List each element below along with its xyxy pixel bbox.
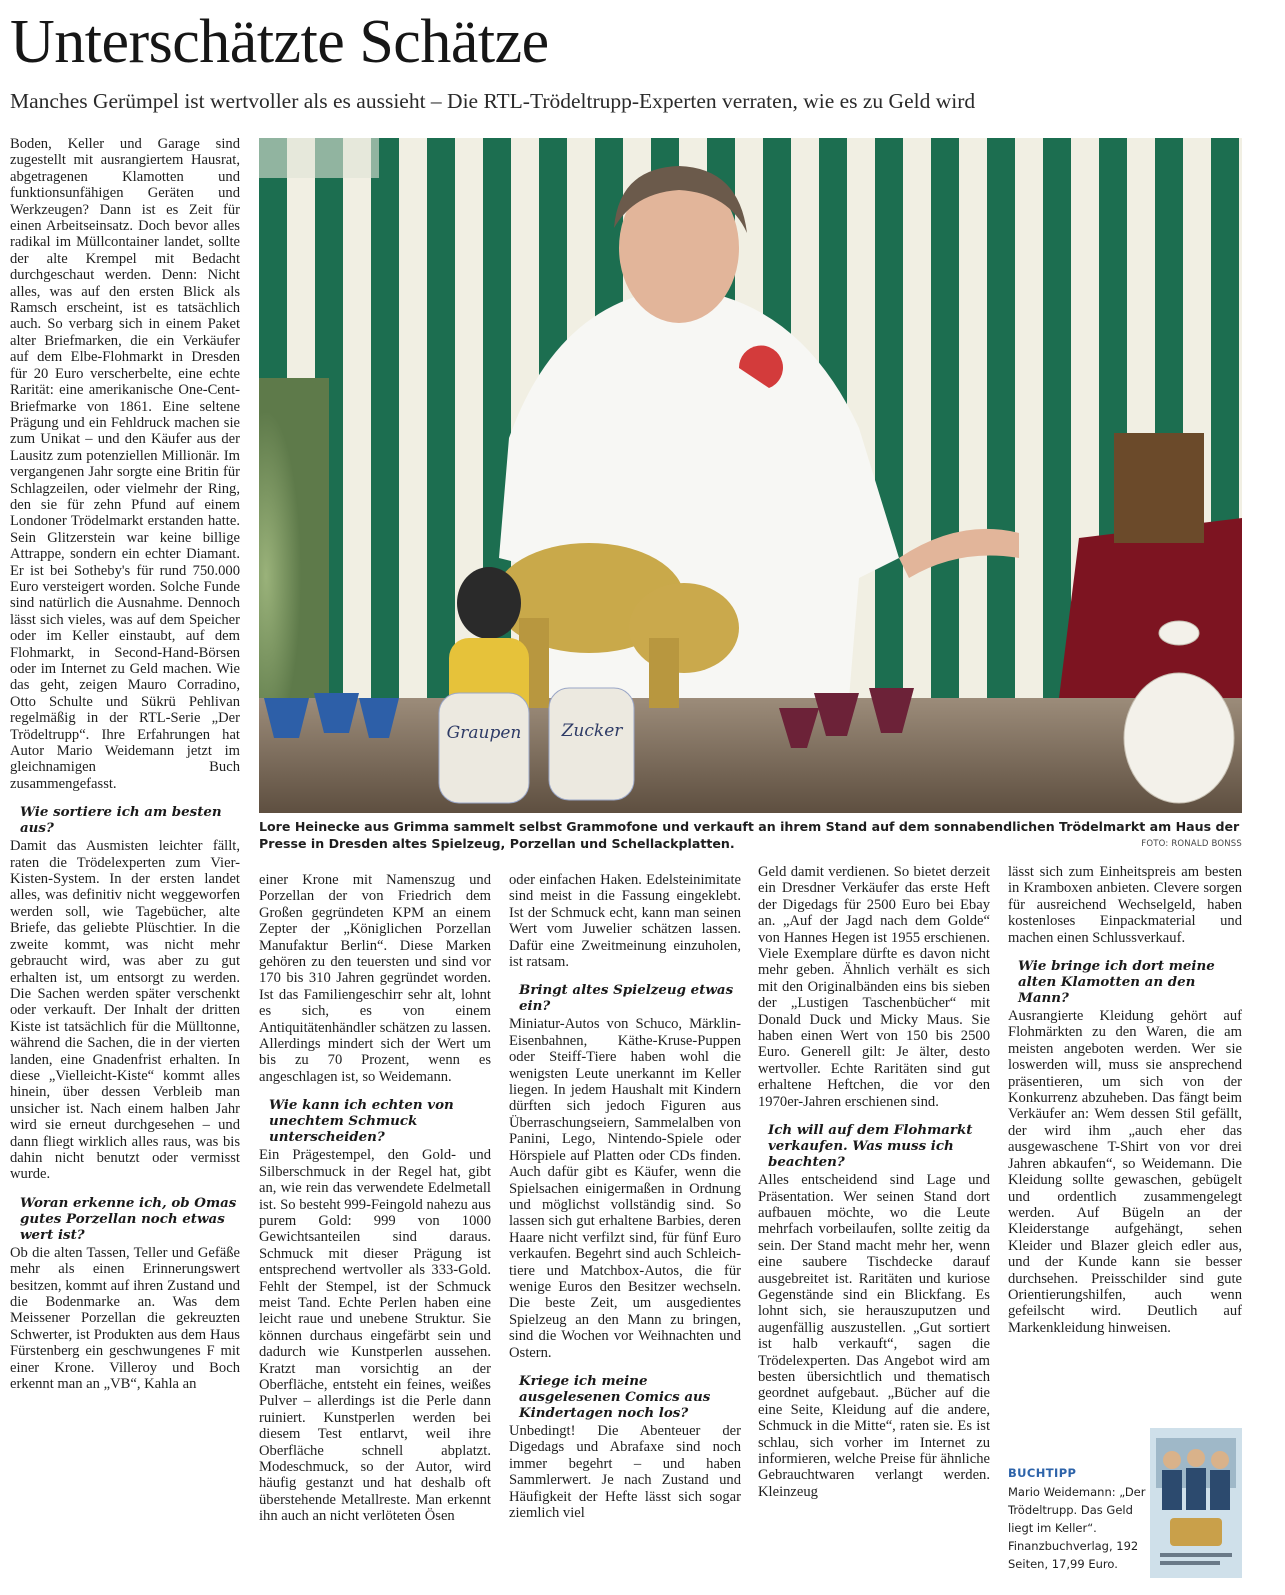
question-heading: Wie sortiere ich am besten aus? <box>20 804 222 837</box>
article-column-2 <box>259 872 491 1588</box>
tree-background <box>259 378 329 708</box>
subheadline: Manches Gerümpel ist wertvoller als es aussieht – Die RTL-Trödeltrupp-Experten verraten, wie es zu Geld wird <box>10 89 976 113</box>
book-tip-text: Mario Weidemann: „Der Trödeltrupp. Das Geld liegt im Keller“. Finanzbuchverlag, 192 Seiten, 17,99 Euro. <box>1008 1485 1146 1571</box>
answer-paragraph: einer Krone mit Namenszug und Porzellan der von Friedrich dem Großen gegründeten KPM an einem Zepter der „Königlichen Porzellan Manufaktur Berlin“. Diese Marken gehören zu den teuersten und sind vor 170 bis 310 Jahren gegründet worden. Ist das Familiengeschirr sehr alt, lohnt es sich, es von einem Antiquitätenhändler schätzen zu lassen. Allerdings mindert sich der Wert um bis zu 70 Prozent, wenn es angeschlagen ist, so Weidemann. <box>259 872 491 1085</box>
answer-paragraph: Geld damit verdienen. So bietet derzeit ein Dresdner Verkäufer das erste Heft der Digedags für 2500 Euro bei Ebay an. „Auf der Jagd nach dem Golde“ von Hannes Hegen ist 1955 erschienen. Viele Exemplare dürfte es davon nicht mehr geben. Ähnlich verhält es sich mit den Originalbänden eins bis sieben der „Lustigen Taschenbücher“ mit Donald Duck und Micky Maus. Sie haben einen Wert von 150 bis 2500 Euro. Generell gilt: Je älter, desto wertvoller. Echte Raritäten sind gut erhaltene Heftchen, die vor den 1970er-Jahren erschienen sind. <box>758 864 990 1110</box>
photo-caption: Lore Heinecke aus Grimma sammelt selbst Grammofone und verkauft an ihrem Stand auf dem sonnabendlichen Trödelmarkt am Haus der Presse in Dresden altes Spielzeug, Porzellan und Schellackplatten. <box>259 819 1240 851</box>
red-tablecloth <box>1059 518 1242 698</box>
blue-glasses <box>264 693 399 738</box>
book-tip-label: BUCHTIPP <box>1008 1466 1077 1480</box>
photo-credit: FOTO: RONALD BONSS <box>1141 839 1242 849</box>
article-column-5 <box>1008 864 1242 1396</box>
answer-paragraph: Ein Prägestempel, den Gold- und Silberschmuck in der Regel hat, gibt an, wie rein das verwendete Edelmetall ist. So besteht 999-Feingold nahezu aus purem Gold: 999 von 1000 Gewichtsanteilen sind daraus. Schmuck mit dieser Prägung ist entsprechend wertvoller als 333-Gold. Fehlt der Stempel, ist der Schmuck meist Tand. Echte Perlen haben eine leicht raue und unebene Struktur. Sie können durchaus eingefärbt sein und dadurch wie Kunstperlen aussehen. Kratzt man vorsichtig an der Oberfläche, entsteht ein feines, weißes Pulver – allerdings ist die Perle dann ruiniert. Kunstperlen werden bei diesem Test entlarvt, weil ihre Oberfläche schnell abplatzt. Modeschmuck, so der Autor, wird häufig gestanzt und hat deshalb oft überstehende Metallreste. Man erkennt ihn auch an nicht verlöteten Ösen <box>259 1147 491 1525</box>
intro-paragraph: Boden, Keller und Garage sind zugestellt mit ausrangiertem Hausrat, abgetragenen Klamotten und funktionsunfähigen Geräten und Werkzeugen? Dann ist es Zeit für einen Arbeitseinsatz. Doch bevor alles radikal im Müllcontainer landet, sollte der alte Krempel mit Bedacht durchgeschaut werden. Denn: Nicht alles, was auf den ersten Blick als Ramsch erscheint, ist es tatsächlich auch. So verbarg sich in einem Paket alter Briefmarken, die ein Verkäufer auf dem Elbe-Flohmarkt in Dresden für 20 Euro verscherbelte, eine echte Rarität: eine amerikanische One-Cent-Briefmarke von 1861. Eine seltene Prägung und ein Fehldruck machen sie zum Unikat – und den Käufer aus der Lausitz zum potenziellen Millionär. Im vergangenen Jahr sorgte eine Britin für Schlagzeilen, oder vielmehr der Ring, den sie für zehn Pfund auf einem Londoner Trödelmarkt erstanden hatte. Sein Glitzerstein war keine billige Attrappe, sondern ein echter Diamant. Er ist bei Sotheby's für rund 750.000 Euro versteigert worden. Solche Funde sind natürlich die Ausnahme. Dennoch lässt sich vieles, was auf dem Speicher oder im Keller einstaubt, auf dem Flohmarkt, in Second-Hand-Börsen oder im Internet zu Geld machen. Wie das geht, zeigen Mauro Corradino, Otto Schulte und Sükrü Pehlivan regelmäßig in der RTL-Serie „Der Trödeltrupp“. Ihre Erfahrungen hat Autor Mario Weidemann jetzt im gleichnamigen Buch zusammengefasst. <box>10 136 240 792</box>
jar-label: Zucker <box>561 721 623 741</box>
market-table <box>259 698 1242 813</box>
book-tip <box>1008 1466 1148 1573</box>
jar-label: Graupen <box>446 723 522 743</box>
answer-paragraph: Alles entscheidend sind Lage und Präsentation. Wer seinen Stand dort aufbauen möchte, wo die Leute mehrfach vorbeilaufen, sollte zeitig da sein. Der Stand macht mehr her, wenn eine saubere Tischdecke darauf ausgebreitet ist. Raritäten und kuriose Gegenstände sind ein Blickfang. Es lohnt sich, sie herauszuputzen und augenfällig auszustellen. „Gut sortiert ist halb verkauft“, sagen die Trödelexperten. Das Angebot wird am besten übersichtlich und thematisch geordnet aufgebaut. „Bücher auf die eine Seite, Kleidung auf die andere, Schmuck in die Mitte“, raten sie. Es ist schlau, sich vorher im Internet zu informieren, welche Preise für ähnliche Gebrauchtwaren verlangt werden. Kleinzeug <box>758 1172 990 1500</box>
question-heading: Bringt altes Spielzeug etwas ein? <box>519 982 734 1015</box>
answer-paragraph: Miniatur-Autos von Schuco, Märklin-Eisenbahnen, Käthe-Kruse-Puppen oder Steiff-Tiere haben wohl die wenigsten Leute unerkannt im Keller liegen. In jedem Haushalt mit Kindern dürften sich jedoch Figuren aus Überraschungseiern, Sammelalben von Panini, Lego, Nintendo-Spiele oder Hörspiele auf Platten oder CDs finden. Auch dafür gibt es Käufer, wenn die Spielsachen einigermaßen in Ordnung und möglichst vollständig sind. So lassen sich gut erhaltene Barbies, deren Haare nicht verfilzt sind, für fünf Euro verkaufen. Begehrt sind auch Schleich-tiere und Matchbox-Autos, die für wenige Euros den Besitzer wechseln. Die beste Zeit, um ausgedientes Spielzeug an den Mann zu bringen, sind die Wochen vor Weihnachten und Ostern. <box>509 1016 741 1361</box>
answer-paragraph: Ob die alten Tassen, Teller und Gefäße mehr als einen Erinnerungswert besitzen, kommt auf ihren Zustand und die Bodenmarke an. Was dem Meissener Porzellan die gekreuzten Schwerter, ist Produkten aus dem Haus Fürstenberg ein geschwungenes F mit einer Krone. Villeroy und Boch erkennt man an „VB“, Kahla an <box>10 1244 240 1393</box>
question-heading: Wie kann ich echten von unechtem Schmuck unterscheiden? <box>269 1097 454 1146</box>
question-heading: Kriege ich meine ausgelesenen Comics aus Kindertagen noch los? <box>519 1372 711 1421</box>
headline: Unterschätzte Schätze <box>10 8 549 76</box>
gramophone <box>1114 433 1204 543</box>
answer-paragraph: Ausrangierte Kleidung gehört auf Flohmärkten zu den Waren, die am meisten angeboten werden. Wer sie loswerden will, muss sie ansprechend präsentieren, um sich von der Konkurrenz abzuheben. Das fängt beim Verkäufer an: Wem dessen Stil gefällt, der wird ihm „auch eher das ausgewaschene T-Shirt von vor drei Jahren abkaufen“, so Weidemann. Die Kleidung sollte gewaschen, gebügelt und ordentlich zusammengelegt werden. Auf Bügeln an der Kleiderstange aufgehängt, sehen Kleider und Blazer gleich edler aus, und der Kunde kann sie besser durchsehen. Preisschilder sind gute Orientierungshilfen, auch wenn gefeilscht wird. Deutlich auf Markenkleidung hinweisen. <box>1008 1008 1242 1336</box>
question-heading: Wie bringe ich dort meine alten Klamotten an den Mann? <box>1018 958 1215 1007</box>
question-heading: Woran erkenne ich, ob Omas gutes Porzellan noch etwas wert ist? <box>20 1194 237 1243</box>
answer-paragraph: Damit das Ausmisten leichter fällt, raten die Trödelexperten zum Vier-Kisten-System. In der ersten landet alles, was definitiv nicht weggeworfen werden soll, wie Tagebücher, alte Briefe, das geliebte Plüschtier. In die zweite kommt, was nicht mehr gebraucht wird, was aber zu gut erhalten ist, um entsorgt zu werden. Die Sachen werden später verschenkt oder verkauft. Der Inhalt der dritten Kiste ist tatsächlich für die Mülltonne, während die Sachen, die in der vierten landen, eine Gnadenfrist erhalten. In diese „Vielleicht-Kiste“ kommt alles hinein, über dessen Verbleib man unsicher ist. Nach einem halben Jahr wird sie erneut durchgesehen – und dann fliegt wirklich alles raus, was bis dahin nicht benutzt oder vermisst wurde. <box>10 838 240 1183</box>
article-column-1 <box>10 136 240 1588</box>
answer-paragraph: Unbedingt! Die Abenteuer der Digedags und Abrafaxe sind noch immer begehrt – und haben Sammlerwert. Je nach Zustand und Häufigkeit der Hefte lässt sich sogar ziemlich viel <box>509 1422 741 1521</box>
article-photo <box>259 138 1242 813</box>
answer-paragraph: lässt sich zum Einheitspreis am besten in Kramboxen anbieten. Clevere sorgen für ausreichend Wechselgeld, haben kostenloses Einpackmaterial und machen einen Schlussverkauf. <box>1008 864 1242 946</box>
article-column-3 <box>509 872 741 1588</box>
answer-paragraph: oder einfachen Haken. Edelsteinimitate sind meist in die Fassung eingeklebt. Ist der Schmuck echt, kann man seinen Wert vom Juwelier schätzen lassen. Dafür eine Zweitmeinung einzuholen, ist ratsam. <box>509 872 741 971</box>
book-cover-image <box>1150 1428 1242 1578</box>
article-column-4 <box>758 864 990 1588</box>
question-heading: Ich will auf dem Flohmarkt verkaufen. Was muss ich beachten? <box>768 1122 973 1171</box>
